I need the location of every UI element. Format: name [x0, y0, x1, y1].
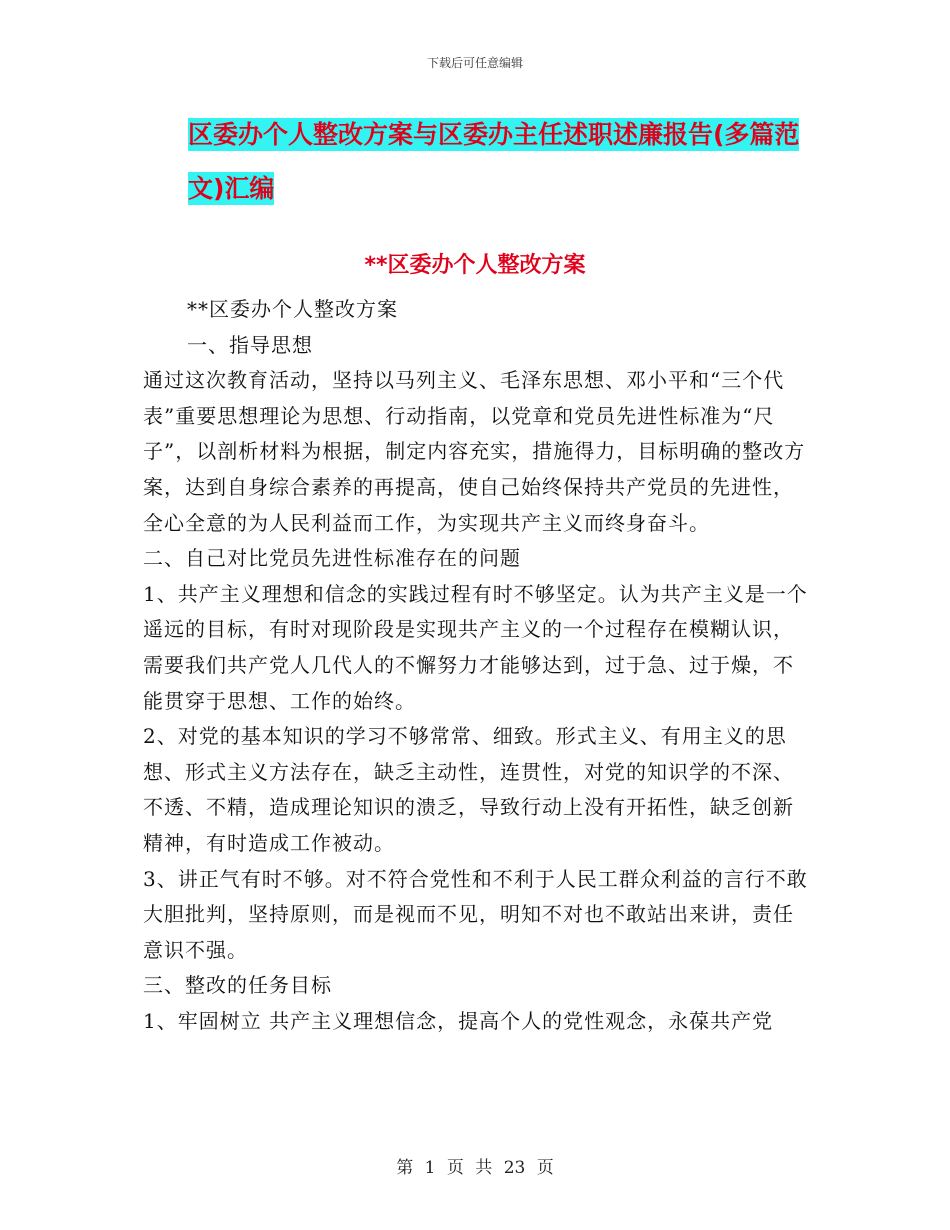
- document-body: [143, 292, 808, 1039]
- document-title: [188, 108, 818, 216]
- page-footer: 第 1 页 共 23 页: [396, 1158, 554, 1178]
- body-paragraph: 通过这次教育活动，坚持以马列主义、毛泽东思想、邓小平和“三个代表”重要思想理论为思想、行动指南，以党章和党员先进性标准为“尺子”，以剖析材料为根据，制定内容充实，措施得力，目标明确的整改方案，达到自身综合素养的再提高，使自己始终保持共产党员的先进性，全心全意的为人民利益而工作，为实现共产主义而终身奋斗。: [143, 368, 806, 535]
- body-paragraph: 2、对党的基本知识的学习不够常常、细致。形式主义、有用主义的思想、形式主义方法存在，缺乏主动性，连贯性，对党的知识学的不深、不透、不精，造成理论知识的溃乏，导致行动上没有开拓性，缺乏创新精神，有时造成工作被动。: [143, 724, 794, 855]
- body-paragraph: 1、牢固树立 共产主义理想信念，提高个人的党性观念，永葆共产党: [143, 1008, 774, 1033]
- section-title: **区委办个人整改方案: [364, 253, 586, 278]
- body-paragraph: **区委办个人整改方案: [187, 297, 398, 321]
- body-paragraph: 1、共产主义理想和信念的实践过程有时不够坚定。认为共产主义是一个遥远的目标，有时对现阶段是实现共产主义的一个过程存在模糊认识，需要我们共产党人几代人的不懈努力才能够达到，过于急、过于燥，不能贯穿于思想、工作的始终。: [143, 581, 808, 713]
- heading-targets: 三、整改的任务目标: [143, 973, 332, 998]
- document-title-text: 区委办个人整改方案与区委办主任述职述廉报告(多篇范文)汇编: [188, 120, 800, 203]
- page-header-note: 下载后可任意编辑: [426, 56, 523, 70]
- body-paragraph: 3、讲正气有时不够。对不符合党性和不利于人民工群众利益的言行不敢大胆批判，坚持原则，而是视而不见，明知不对也不敢站出来讲，责任意识不强。: [143, 866, 808, 962]
- heading-guiding-thought: 一、指导思想: [187, 332, 313, 357]
- heading-problems: 二、自己对比党员先进性标准存在的问题: [143, 546, 521, 571]
